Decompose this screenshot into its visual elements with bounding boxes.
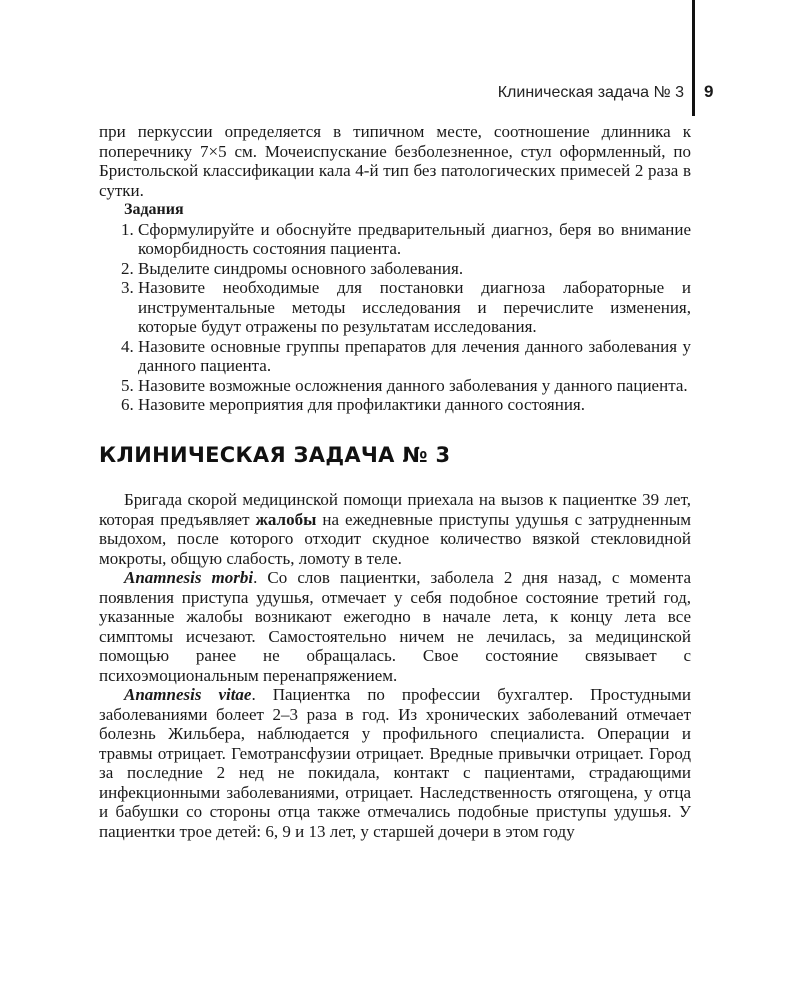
task-item: [99, 376, 691, 396]
task-item: [99, 395, 691, 415]
page-body: [99, 122, 691, 841]
tasks-list: [99, 220, 691, 415]
task-text: Назовите возможные осложнения данного заболевания у данного пациента.: [138, 375, 688, 395]
task-number: 6.: [121, 395, 134, 414]
complaints-text-start: Бригада скорой медицинской помощи приехала на вызов к пациентке 39 лет, которая предъявляет: [99, 490, 691, 529]
task-item: [99, 337, 691, 376]
intro-paragraph: при перкуссии определяется в типичном месте, соотношение длинника к поперечнику 7×5 см. Мочеиспускание безболезненное, стул оформленный, по Бристольской классификации кала 4-й тип без патологических примесей 2 раза в сутки.: [99, 122, 691, 200]
task-item: [99, 259, 691, 279]
task-number: 2.: [121, 258, 134, 278]
task-text: Назовите необходимые для постановки диагноза лабораторные и инструментальные методы исследования и перечислите изменения, которые будут отражены по результатам исследования.: [138, 278, 691, 336]
anamnesis-vitae-term: Anamnesis vitae: [124, 685, 252, 704]
complaints-paragraph: [99, 490, 691, 568]
task-number: 1.: [121, 219, 134, 239]
task-number: 4.: [121, 336, 134, 356]
task-number: 3.: [121, 278, 134, 297]
complaints-text-end: на ежедневные приступы удушья с затрудненным выдохом, после которого отходит скудное количество вязкой стекловидной мокроты, общую слабость, ломоту в теле.: [99, 509, 692, 568]
anamnesis-morbi-term: Anamnesis morbi: [124, 568, 254, 587]
tasks-heading: Задания: [124, 201, 184, 218]
running-head: Клиническая задача № 3: [497, 84, 684, 101]
task-item: [99, 220, 691, 259]
margin-rule: [692, 0, 695, 116]
task-item: [99, 278, 691, 337]
anamnesis-morbi-text: . Со слов пациентки, заболела 2 дня назад, с момента появления приступа удушья, отмечает у себя подобное состояние третий год, указанные жалобы возникают ежегодно в начале лета, к концу лета все симптомы исчезают. Самостоятельно ничем не лечилась, за медицинской помощью ранее не обращалась. Свое состояние связывает с психоэмоциональным перенапряжением.: [99, 568, 691, 685]
anamnesis-morbi-paragraph: [99, 568, 691, 685]
complaints-bold-term: жалобы: [255, 509, 317, 529]
task-text: Назовите основные группы препаратов для лечения данного заболевания у данного пациента.: [138, 336, 691, 375]
task-text: Назовите мероприятия для профилактики данного состояния.: [138, 395, 585, 414]
section-title: КЛИНИЧЕСКАЯ ЗАДАЧА № 3: [99, 442, 451, 467]
task-text: Выделите синдромы основного заболевания.: [138, 258, 464, 278]
task-text: Сформулируйте и обоснуйте предварительный диагноз, беря во внимание коморбидность состояния пациента.: [138, 219, 691, 258]
anamnesis-vitae-text: . Пациентка по профессии бухгалтер. Простудными заболеваниями болеет 2–3 раза в год. Из хронических заболеваний отмечает болезнь Жильбера, наблюдается у профильного специалиста. Операции и травмы отрицает. Гемотрансфузии отрицает. Вредные привычки отрицает. Город за последние 2 нед не покидала, контакт с пациентами, страдающими инфекционными заболеваниями, отрицает. Наследственность отягощена, у отца и бабушки со стороны отца также отмечались подобные приступы удушья. У пациентки трое детей: 6, 9 и 13 лет, у старшей дочери в этом году: [99, 685, 691, 841]
task-number: 5.: [121, 375, 134, 395]
anamnesis-vitae-paragraph: [99, 685, 691, 841]
page-number: 9: [704, 82, 714, 101]
